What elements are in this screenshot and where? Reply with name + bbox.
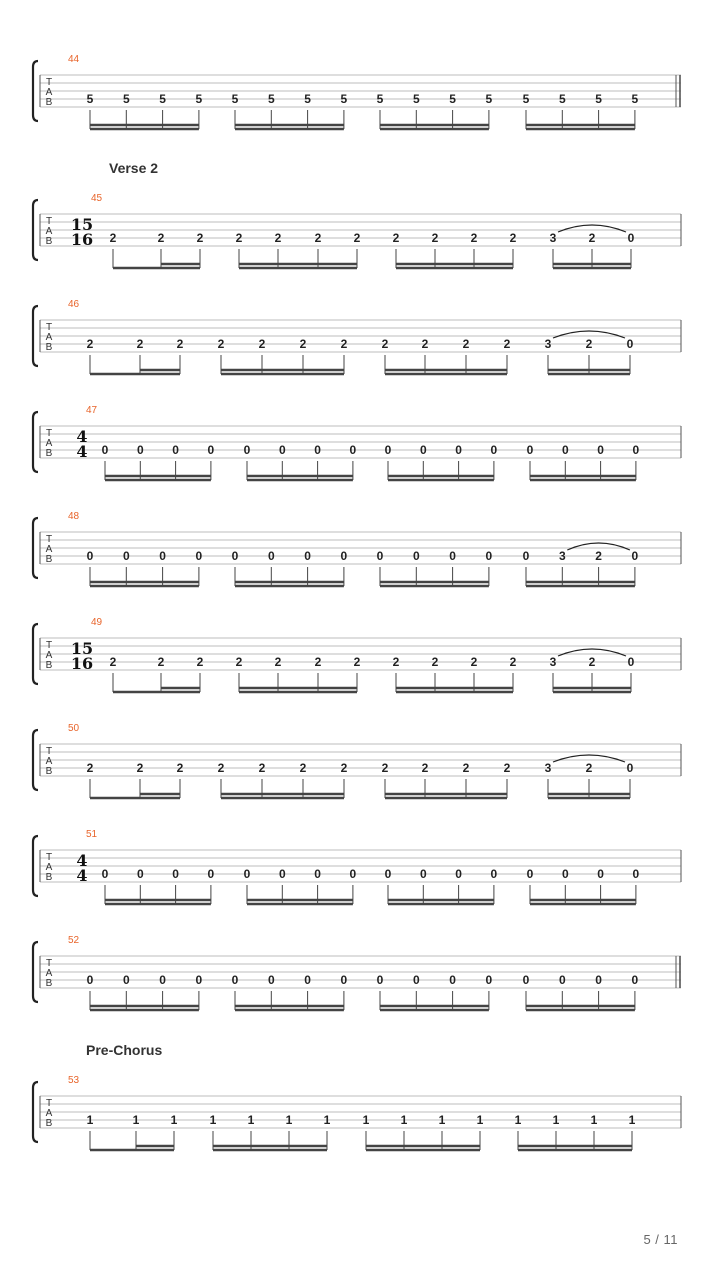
fret-number: 0	[340, 973, 348, 987]
fret-number: 2	[176, 761, 184, 775]
fret-number: 5	[376, 92, 384, 106]
fret-number: 2	[299, 761, 307, 775]
fret-number: 0	[522, 973, 530, 987]
fret-number: 0	[376, 549, 384, 563]
fret-number: 0	[490, 443, 498, 457]
fret-number: 0	[349, 867, 357, 881]
fret-number: 1	[132, 1113, 140, 1127]
fret-number: 0	[267, 973, 275, 987]
fret-number: 2	[353, 655, 361, 669]
system-bracket	[33, 61, 38, 121]
tab-clef-letter: B	[45, 342, 53, 353]
fret-number: 0	[86, 549, 94, 563]
fret-number: 2	[258, 761, 266, 775]
time-signature-bottom: 4	[76, 442, 88, 461]
fret-number: 1	[209, 1113, 217, 1127]
fret-number: 2	[340, 761, 348, 775]
fret-number: 5	[449, 92, 456, 106]
fret-number: 2	[314, 655, 322, 669]
fret-number: 2	[381, 337, 389, 351]
fret-number: 0	[304, 549, 311, 563]
fret-number: 2	[86, 761, 94, 775]
measure-number: 51	[86, 829, 98, 840]
tab-clef-letter: T	[45, 428, 53, 439]
tab-clef-letter: T	[45, 77, 53, 88]
fret-number: 1	[285, 1113, 293, 1127]
fret-number: 0	[627, 231, 635, 245]
fret-number: 2	[196, 655, 204, 669]
tab-clef-letter: B	[45, 872, 53, 883]
fret-number: 2	[353, 231, 361, 245]
measure-number: 45	[91, 193, 103, 204]
fret-number: 3	[544, 337, 552, 351]
fret-number: 0	[304, 973, 311, 987]
section-label-verse-2: Verse 2	[109, 160, 159, 176]
fret-number: 2	[235, 231, 243, 245]
fret-number: 0	[626, 337, 634, 351]
fret-number: 2	[462, 761, 470, 775]
fret-number: 0	[626, 761, 634, 775]
fret-number: 2	[274, 231, 282, 245]
tab-clef-letter: B	[45, 766, 53, 777]
fret-number: 0	[122, 973, 130, 987]
fret-number: 2	[340, 337, 348, 351]
fret-number: 0	[231, 549, 239, 563]
fret-number: 5	[231, 92, 239, 106]
fret-number: 0	[419, 443, 427, 457]
fret-number: 3	[549, 231, 557, 245]
measure-number: 47	[86, 405, 98, 416]
fret-number: 2	[431, 655, 439, 669]
fret-number: 2	[109, 231, 117, 245]
fret-number: 2	[274, 655, 282, 669]
fret-number: 5	[485, 92, 493, 106]
fret-number: 1	[628, 1113, 636, 1127]
tab-clef-letter: A	[45, 650, 53, 661]
fret-number: 0	[172, 867, 179, 881]
tab-clef-letter: T	[45, 322, 53, 333]
fret-number: 5	[631, 92, 639, 106]
fret-number: 5	[595, 92, 602, 106]
fret-number: 0	[376, 973, 384, 987]
fret-number: 2	[176, 337, 184, 351]
fret-number: 2	[588, 655, 596, 669]
fret-number: 0	[172, 443, 179, 457]
fret-number: 0	[558, 973, 566, 987]
system-bracket	[33, 730, 38, 790]
fret-number: 0	[349, 443, 357, 457]
fret-number: 2	[462, 337, 470, 351]
fret-number: 0	[384, 443, 392, 457]
fret-number: 0	[449, 973, 456, 987]
fret-number: 2	[421, 337, 429, 351]
fret-number: 0	[207, 867, 215, 881]
fret-number: 5	[195, 92, 203, 106]
tab-clef-letter: B	[45, 236, 53, 247]
fret-number: 0	[159, 973, 166, 987]
system-bracket	[33, 624, 38, 684]
measure-number: 46	[68, 299, 80, 310]
fret-number: 3	[558, 549, 566, 563]
time-signature-top: 4	[76, 427, 88, 446]
fret-number: 0	[314, 867, 321, 881]
tab-clef-letter: T	[45, 958, 53, 969]
time-signature-top: 4	[76, 851, 88, 870]
fret-number: 0	[136, 443, 144, 457]
fret-number: 0	[597, 443, 604, 457]
system-bracket	[33, 518, 38, 578]
tab-clef-letter: T	[45, 640, 53, 651]
tab-clef-letter: A	[45, 226, 53, 237]
fret-number: 0	[136, 867, 144, 881]
fret-number: 0	[631, 549, 639, 563]
fret-number: 5	[522, 92, 530, 106]
fret-number: 2	[595, 549, 602, 563]
fret-number: 2	[235, 655, 243, 669]
fret-number: 1	[438, 1113, 446, 1127]
fret-number: 0	[159, 549, 166, 563]
fret-number: 2	[136, 761, 144, 775]
tab-clef-letter: A	[45, 862, 53, 873]
fret-number: 0	[384, 867, 392, 881]
fret-number: 0	[101, 867, 109, 881]
fret-number: 0	[419, 867, 427, 881]
fret-number: 2	[509, 231, 517, 245]
tab-clef-letter: B	[45, 978, 53, 989]
fret-number: 0	[122, 549, 130, 563]
fret-number: 0	[412, 973, 420, 987]
fret-number: 1	[247, 1113, 255, 1127]
fret-number: 1	[552, 1113, 560, 1127]
fret-number: 0	[561, 867, 569, 881]
fret-number: 2	[314, 231, 322, 245]
tab-clef-letter: T	[45, 746, 53, 757]
fret-number: 0	[632, 867, 640, 881]
fret-number: 2	[421, 761, 429, 775]
fret-number: 5	[412, 92, 420, 106]
fret-number: 1	[170, 1113, 178, 1127]
fret-number: 0	[455, 443, 462, 457]
fret-number: 0	[86, 973, 94, 987]
tab-clef-letter: B	[45, 660, 53, 671]
fret-number: 0	[278, 443, 286, 457]
fret-number: 2	[392, 231, 400, 245]
fret-number: 1	[323, 1113, 331, 1127]
tab-clef-letter: T	[45, 534, 53, 545]
tab-clef-letter: B	[45, 97, 53, 108]
fret-number: 5	[558, 92, 566, 106]
tab-clef-letter: A	[45, 544, 53, 555]
system-bracket	[33, 412, 38, 472]
fret-number: 0	[412, 549, 420, 563]
measure-number: 53	[68, 1075, 80, 1086]
fret-number: 2	[381, 761, 389, 775]
fret-number: 2	[585, 337, 593, 351]
fret-number: 2	[258, 337, 266, 351]
measure-number: 50	[68, 723, 80, 734]
page-number: 5 / 11	[643, 1232, 678, 1247]
time-signature-top: 15	[70, 215, 94, 234]
tab-clef-letter: B	[45, 448, 53, 459]
tab-clef-letter: A	[45, 1108, 53, 1119]
measure-number: 44	[68, 54, 80, 65]
section-label-pre-chorus: Pre-Chorus	[86, 1042, 163, 1058]
fret-number: 0	[267, 549, 275, 563]
fret-number: 0	[231, 973, 239, 987]
fret-number: 1	[86, 1113, 94, 1127]
fret-number: 0	[490, 867, 498, 881]
tab-clef-letter: A	[45, 87, 53, 98]
fret-number: 1	[590, 1113, 598, 1127]
fret-number: 5	[86, 92, 94, 106]
fret-number: 2	[157, 231, 165, 245]
tab-clef-letter: T	[45, 1098, 53, 1109]
fret-number: 2	[196, 231, 204, 245]
fret-number: 2	[109, 655, 117, 669]
fret-number: 0	[195, 549, 203, 563]
measure-number: 49	[91, 617, 103, 628]
fret-number: 0	[278, 867, 286, 881]
fret-number: 5	[340, 92, 348, 106]
fret-number: 2	[136, 337, 144, 351]
fret-number: 1	[476, 1113, 484, 1127]
fret-number: 0	[101, 443, 109, 457]
fret-number: 0	[595, 973, 602, 987]
fret-number: 0	[632, 443, 640, 457]
fret-number: 2	[299, 337, 307, 351]
fret-number: 0	[243, 443, 251, 457]
fret-number: 2	[431, 231, 439, 245]
fret-number: 0	[485, 549, 493, 563]
time-signature-top: 15	[70, 639, 94, 658]
tab-clef-letter: B	[45, 1118, 53, 1129]
fret-number: 2	[217, 337, 225, 351]
fret-number: 3	[544, 761, 552, 775]
fret-number: 0	[526, 867, 534, 881]
fret-number: 0	[522, 549, 530, 563]
fret-number: 2	[509, 655, 517, 669]
fret-number: 5	[159, 92, 166, 106]
fret-number: 0	[314, 443, 321, 457]
time-signature-bottom: 4	[76, 866, 88, 885]
time-signature-bottom: 16	[70, 230, 94, 249]
fret-number: 2	[217, 761, 225, 775]
fret-number: 0	[455, 867, 462, 881]
fret-number: 0	[627, 655, 635, 669]
system-bracket	[33, 306, 38, 366]
fret-number: 0	[449, 549, 456, 563]
fret-number: 2	[470, 231, 478, 245]
tab-clef-letter: A	[45, 332, 53, 343]
fret-number: 2	[503, 337, 511, 351]
fret-number: 1	[400, 1113, 408, 1127]
fret-number: 1	[362, 1113, 370, 1127]
fret-number: 2	[588, 231, 596, 245]
tab-clef-letter: A	[45, 438, 53, 449]
system-bracket	[33, 942, 38, 1002]
fret-number: 2	[157, 655, 165, 669]
fret-number: 2	[503, 761, 511, 775]
fret-number: 0	[243, 867, 251, 881]
fret-number: 1	[514, 1113, 522, 1127]
tab-clef-letter: A	[45, 756, 53, 767]
fret-number: 5	[122, 92, 130, 106]
fret-number: 5	[304, 92, 311, 106]
measure-number: 52	[68, 935, 80, 946]
fret-number: 0	[561, 443, 569, 457]
tab-clef-letter: T	[45, 216, 53, 227]
fret-number: 2	[392, 655, 400, 669]
system-bracket	[33, 836, 38, 896]
fret-number: 0	[207, 443, 215, 457]
system-bracket	[33, 1082, 38, 1142]
fret-number: 2	[86, 337, 94, 351]
system-bracket	[33, 200, 38, 260]
fret-number: 0	[340, 549, 348, 563]
measure-number: 48	[68, 511, 80, 522]
tab-clef-letter: T	[45, 852, 53, 863]
fret-number: 0	[631, 973, 639, 987]
tab-clef-letter: A	[45, 968, 53, 979]
fret-number: 0	[195, 973, 203, 987]
fret-number: 0	[485, 973, 493, 987]
tab-clef-letter: B	[45, 554, 53, 565]
time-signature-bottom: 16	[70, 654, 94, 673]
fret-number: 0	[526, 443, 534, 457]
fret-number: 5	[267, 92, 275, 106]
fret-number: 2	[585, 761, 593, 775]
fret-number: 2	[470, 655, 478, 669]
fret-number: 3	[549, 655, 557, 669]
fret-number: 0	[597, 867, 604, 881]
